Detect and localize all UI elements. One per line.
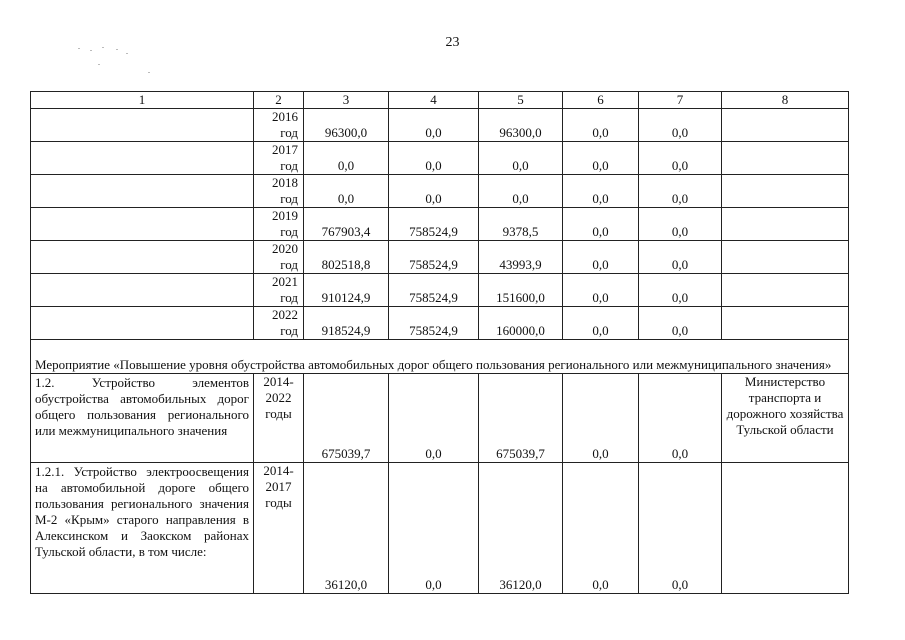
value-cell: 96300,0 bbox=[479, 109, 563, 142]
value-cell: 0,0 bbox=[639, 142, 722, 175]
empty-cell bbox=[722, 274, 849, 307]
item-description: 1.2. Устройство элементов обустройства автомобильных дорог общего пользования регионального или межмуниципального значения bbox=[31, 374, 254, 463]
value-cell: 0,0 bbox=[304, 175, 389, 208]
value-cell: 0,0 bbox=[479, 142, 563, 175]
value-cell: 0,0 bbox=[389, 109, 479, 142]
header-cell: 1 bbox=[31, 92, 254, 109]
value-cell: 758524,9 bbox=[389, 208, 479, 241]
value-cell: 0,0 bbox=[563, 274, 639, 307]
table-row bbox=[31, 463, 849, 594]
year-cell: 2021 год bbox=[254, 274, 304, 307]
value-cell: 9378,5 bbox=[479, 208, 563, 241]
value-cell: 675039,7 bbox=[479, 374, 563, 463]
year-cell: 2016 год bbox=[254, 109, 304, 142]
value-cell: 758524,9 bbox=[389, 274, 479, 307]
header-cell: 6 bbox=[563, 92, 639, 109]
header-cell: 3 bbox=[304, 92, 389, 109]
value-cell: 96300,0 bbox=[304, 109, 389, 142]
table-row bbox=[31, 208, 849, 241]
value-cell: 910124,9 bbox=[304, 274, 389, 307]
table-row bbox=[31, 175, 849, 208]
year-cell: 2022 год bbox=[254, 307, 304, 340]
year-cell: 2017 год bbox=[254, 142, 304, 175]
value-cell: 918524,9 bbox=[304, 307, 389, 340]
value-cell: 0,0 bbox=[563, 374, 639, 463]
value-cell: 0,0 bbox=[389, 463, 479, 594]
value-cell: 758524,9 bbox=[389, 307, 479, 340]
value-cell: 0,0 bbox=[639, 175, 722, 208]
empty-cell bbox=[722, 109, 849, 142]
value-cell: 0,0 bbox=[563, 241, 639, 274]
executor-cell bbox=[722, 463, 849, 594]
value-cell: 0,0 bbox=[563, 109, 639, 142]
year-cell: 2018 год bbox=[254, 175, 304, 208]
value-cell: 0,0 bbox=[479, 175, 563, 208]
period-cell: 2014- 2022 годы bbox=[254, 374, 304, 463]
empty-cell bbox=[722, 208, 849, 241]
value-cell: 0,0 bbox=[639, 274, 722, 307]
table-row bbox=[31, 142, 849, 175]
year-cell: 2019 год bbox=[254, 208, 304, 241]
period-cell: 2014- 2017 годы bbox=[254, 463, 304, 594]
empty-cell bbox=[31, 208, 254, 241]
value-cell: 160000,0 bbox=[479, 307, 563, 340]
header-cell: 5 bbox=[479, 92, 563, 109]
value-cell: 151600,0 bbox=[479, 274, 563, 307]
value-cell: 0,0 bbox=[639, 241, 722, 274]
empty-cell bbox=[31, 175, 254, 208]
header-cell: 8 bbox=[722, 92, 849, 109]
value-cell: 0,0 bbox=[304, 142, 389, 175]
value-cell: 0,0 bbox=[639, 307, 722, 340]
table-row bbox=[31, 274, 849, 307]
value-cell: 36120,0 bbox=[479, 463, 563, 594]
value-cell: 0,0 bbox=[639, 463, 722, 594]
value-cell: 0,0 bbox=[563, 175, 639, 208]
value-cell: 0,0 bbox=[639, 208, 722, 241]
item-description: 1.2.1. Устройство электроосвещения на автомобильной дороге общего пользования регионального значения М-2 «Крым» старого направления в Алексинском и Заокском районах Тульской области, в том числе: bbox=[31, 463, 254, 594]
header-cell: 4 bbox=[389, 92, 479, 109]
empty-cell bbox=[722, 175, 849, 208]
empty-cell bbox=[31, 109, 254, 142]
value-cell: 767903,4 bbox=[304, 208, 389, 241]
empty-cell bbox=[31, 274, 254, 307]
value-cell: 0,0 bbox=[639, 374, 722, 463]
executor-cell: Министерство транспорта и дорожного хозяйства Тульской области bbox=[722, 374, 849, 463]
value-cell: 0,0 bbox=[389, 142, 479, 175]
event-title-cell: Мероприятие «Повышение уровня обустройства автомобильных дорог общего пользования регионального или межмуниципального значения» bbox=[31, 340, 849, 374]
empty-cell bbox=[722, 241, 849, 274]
empty-cell bbox=[722, 307, 849, 340]
table-row bbox=[31, 307, 849, 340]
header-cell: 2 bbox=[254, 92, 304, 109]
budget-table bbox=[30, 91, 849, 594]
value-cell: 0,0 bbox=[563, 142, 639, 175]
value-cell: 0,0 bbox=[563, 463, 639, 594]
value-cell: 43993,9 bbox=[479, 241, 563, 274]
value-cell: 675039,7 bbox=[304, 374, 389, 463]
value-cell: 0,0 bbox=[563, 208, 639, 241]
table-row bbox=[31, 241, 849, 274]
table-row bbox=[31, 340, 849, 374]
value-cell: 758524,9 bbox=[389, 241, 479, 274]
year-cell: 2020 год bbox=[254, 241, 304, 274]
header-cell: 7 bbox=[639, 92, 722, 109]
table-row bbox=[31, 109, 849, 142]
page-number: 23 bbox=[445, 35, 460, 50]
table-header-row bbox=[31, 92, 849, 109]
value-cell: 0,0 bbox=[389, 175, 479, 208]
value-cell: 802518,8 bbox=[304, 241, 389, 274]
table-row bbox=[31, 374, 849, 463]
empty-cell bbox=[31, 307, 254, 340]
empty-cell bbox=[31, 241, 254, 274]
empty-cell bbox=[722, 142, 849, 175]
value-cell: 0,0 bbox=[389, 374, 479, 463]
value-cell: 0,0 bbox=[563, 307, 639, 340]
empty-cell bbox=[31, 142, 254, 175]
value-cell: 36120,0 bbox=[304, 463, 389, 594]
value-cell: 0,0 bbox=[639, 109, 722, 142]
